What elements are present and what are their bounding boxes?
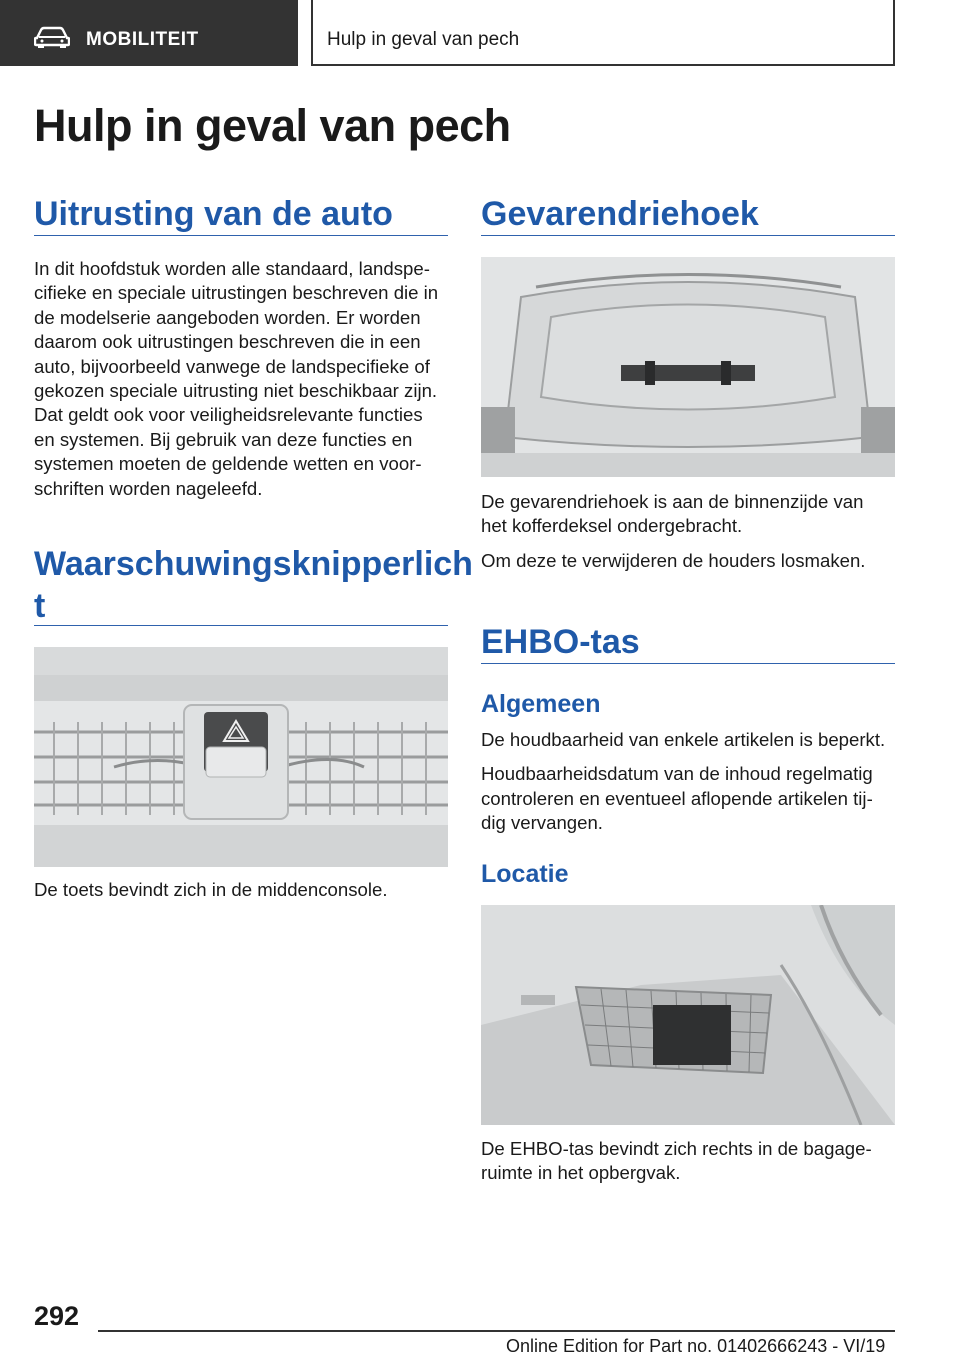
text-line: Houdbaarheidsdatum van de inhoud regelmatig	[481, 763, 873, 785]
intro-paragraph	[34, 257, 452, 501]
page-title: Hulp in geval van pech	[34, 100, 511, 151]
text-line: gekozen speciale uitrusting niet beschikbaar zijn.	[34, 380, 438, 402]
location-caption	[481, 1137, 899, 1186]
algemeen-paragraph	[481, 728, 899, 836]
text-line: ruimte in het opbergvak.	[481, 1162, 681, 1184]
heading-line: Waarschuwingsknipperlich	[34, 545, 473, 583]
section-label: MOBILITEIT	[86, 29, 199, 50]
text-line: cifieke en speciale uitrustingen beschreven die in	[34, 282, 439, 304]
text-line: De EHBO-tas bevindt zich rechts in de bagage-	[481, 1138, 872, 1159]
triangle-paragraph	[481, 490, 899, 573]
car-icon	[34, 26, 70, 48]
text-line: schriften worden nageleefd.	[34, 477, 263, 499]
heading-ehbo-tas: EHBO-tas	[481, 621, 895, 664]
text-line: systemen moeten de geldende wetten en voor-	[34, 453, 422, 475]
heading-waarschuwingsknipperlicht	[34, 543, 473, 626]
first-aid-location-figure	[481, 905, 895, 1125]
heading-line: t	[34, 587, 46, 625]
subheading-locatie: Locatie	[481, 860, 569, 888]
heading-uitrusting: Uitrusting van de auto	[34, 193, 448, 236]
text-line: daarom ook uitrustingen beschreven die in een	[34, 331, 421, 353]
heading-gevarendriehoek: Gevarendriehoek	[481, 193, 895, 236]
breadcrumb-text: Hulp in geval van pech	[327, 29, 520, 50]
trunk-lid-figure	[481, 257, 895, 477]
text-line: dig vervangen.	[481, 812, 603, 834]
edition-text: Online Edition for Part no. 01402666243 - VI/19	[506, 1336, 886, 1356]
text-line: de modelserie aangeboden worden. Er worden	[34, 306, 421, 328]
page-number: 292	[34, 1301, 80, 1331]
text-line: het kofferdeksel ondergebracht.	[481, 515, 743, 537]
text-line: In dit hoofdstuk worden alle standaard, landspe-	[34, 258, 430, 279]
hazard-button-figure	[34, 647, 448, 867]
section-tab[interactable]	[0, 0, 298, 66]
text-line: Om deze te verwijderen de houders losmaken.	[481, 549, 866, 571]
hazard-caption: De toets bevindt zich in de middenconsole.	[34, 879, 388, 900]
text-line: controleren en eventueel aflopende artikelen tij-	[481, 787, 873, 809]
text-line: De gevarendriehoek is aan de binnenzijde van	[481, 491, 864, 512]
text-line: auto, bijvoorbeeld vanwege de landspecifieke of	[34, 355, 430, 377]
text-line: Dat geldt ook voor veiligheidsrelevante functies	[34, 404, 423, 426]
text-line: De houdbaarheid van enkele artikelen is beperkt.	[481, 729, 886, 750]
subheading-algemeen: Algemeen	[481, 690, 601, 718]
breadcrumb	[311, 0, 895, 66]
footer-divider	[98, 1330, 895, 1332]
text-line: en systemen. Bij gebruik van deze functies en	[34, 428, 413, 450]
